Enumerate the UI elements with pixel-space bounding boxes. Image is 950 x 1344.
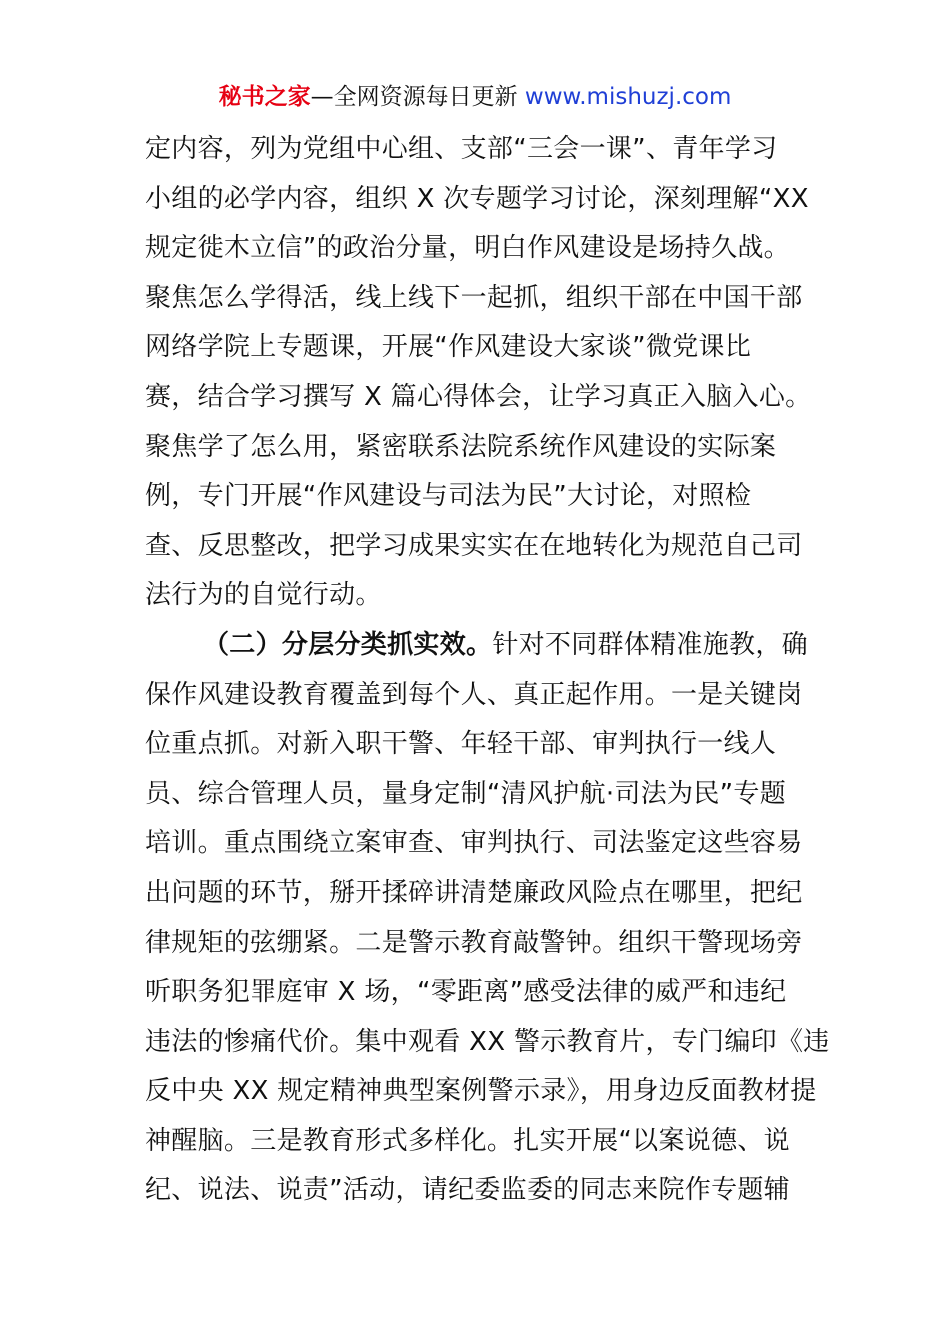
paragraph-1 [145, 125, 815, 621]
text-line: 网络学院上专题课，开展“作风建设大家谈”微党课比 [145, 332, 752, 363]
section-heading: （二）分层分类抓实效。 [203, 629, 493, 660]
brand-name: 秘书之家 [218, 84, 311, 110]
document-body [145, 125, 830, 1216]
text-line: 聚焦怎么学得活，线上线下一起抓，组织干部在中国干部 [145, 282, 803, 313]
text-line: 反中央 XX 规定精神典型案例警示录》，用身边反面教材提 [145, 1076, 817, 1107]
site-url[interactable]: www.mishuzj.com [524, 84, 732, 110]
text-line: 出问题的环节，掰开揉碎讲清楚廉政风险点在哪里，把纪 [145, 877, 803, 908]
text-line: 聚焦学了怎么用，紧密联系法院系统作风建设的实际案 [145, 431, 777, 462]
text-line: 小组的必学内容，组织 X 次专题学习讨论，深刻理解“XX [145, 183, 809, 214]
heading-line-rest: 针对不同群体精准施教，确 [492, 629, 808, 660]
text-line: 纪、说法、说责”活动，请纪委监委的同志来院作专题辅 [145, 1175, 790, 1206]
text-line: 听职务犯罪庭审 X 场，“零距离”感受法律的威严和违纪 [145, 977, 787, 1008]
site-header [0, 80, 950, 114]
text-line [145, 621, 815, 671]
header-tagline: —全网资源每日更新 [310, 84, 525, 110]
text-line: 保作风建设教育覆盖到每个人、真正起作用。一是关键岗 [145, 679, 803, 710]
text-line: 律规矩的弦绷紧。二是警示教育敲警钟。组织干警现场旁 [145, 927, 803, 958]
text-line: 培训。重点围绕立案审查、审判执行、司法鉴定这些容易 [145, 828, 803, 859]
text-line: 规定徙木立信”的政治分量，明白作风建设是场持久战。 [145, 233, 790, 264]
text-line: 赛，结合学习撰写 X 篇心得体会，让学习真正入脑入心。 [145, 381, 812, 412]
text-line: 位重点抓。对新入职干警、年轻干部、审判执行一线人 [145, 729, 777, 760]
text-line: 神醒脑。三是教育形式多样化。扎实开展“以案说德、说 [145, 1125, 790, 1156]
text-line: 查、反思整改，把学习成果实实在在地转化为规范自己司 [145, 530, 803, 561]
text-line: 员、综合管理人员，量身定制“清风护航·司法为民”专题 [145, 778, 787, 809]
text-line: 例，专门开展“作风建设与司法为民”大讨论，对照检 [145, 481, 752, 512]
text-line: 法行为的自觉行动。 [145, 580, 382, 611]
text-line: 违法的惨痛代价。集中观看 XX 警示教育片，专门编印《违 [145, 1026, 830, 1057]
text-line: 定内容，列为党组中心组、支部“三会一课”、青年学习 [145, 134, 778, 164]
paragraph-2 [145, 621, 830, 1216]
